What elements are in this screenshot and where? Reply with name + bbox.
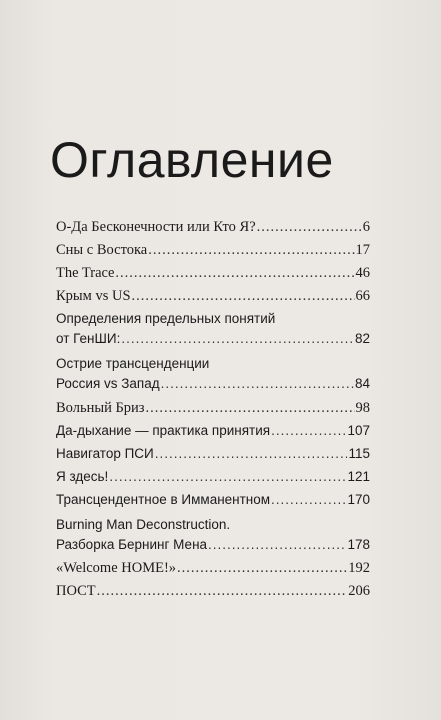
toc-page-number: 84 (354, 376, 370, 391)
toc-entry-title-continued: Россия vs Запад (56, 376, 160, 391)
toc-leader-dots (109, 467, 346, 487)
toc-entry-title: The Trace (56, 265, 115, 281)
toc-page-number: 66 (355, 288, 370, 304)
toc-entry-title: Трансцендентное в Имманентном (56, 492, 271, 507)
toc-entry (56, 354, 370, 394)
toc-leader-dots (161, 374, 354, 394)
toc-entry (56, 398, 370, 418)
toc-entry-title: Burning Man Deconstruction. (56, 517, 231, 532)
toc-page-number: 170 (347, 492, 370, 507)
toc-entry-title: Вольный Бриз (56, 400, 145, 416)
toc-entry (56, 421, 370, 441)
toc-entry-title: «Welcome HOME!» (56, 560, 177, 576)
toc-page-number: 178 (347, 537, 370, 552)
toc-entry-title: Я здесь! (56, 469, 109, 484)
toc-entry (56, 558, 370, 578)
toc-entry-title: Навигатор ПСИ (56, 446, 154, 461)
toc-entry (56, 515, 370, 555)
toc-page-number: 17 (355, 242, 370, 258)
table-of-contents (56, 217, 370, 601)
toc-entry (56, 490, 370, 510)
toc-leader-dots (148, 240, 354, 260)
toc-page-number: 121 (347, 469, 370, 484)
toc-leader-dots (271, 421, 346, 441)
toc-entry-title: Определения предельных понятий (56, 311, 276, 326)
toc-leader-dots (177, 558, 347, 578)
toc-entry (56, 217, 370, 237)
toc-leader-dots (155, 444, 348, 464)
toc-leader-dots (97, 581, 348, 601)
toc-entry (56, 309, 370, 349)
toc-entry-title-continued: Разборка Бернинг Мена (56, 537, 208, 552)
toc-entry (56, 467, 370, 487)
toc-entry-title: Острие трансценденции (56, 356, 210, 371)
toc-entry (56, 444, 370, 464)
toc-page-number: 192 (348, 560, 370, 576)
toc-entry-title-continued: от ГенШИ: (56, 331, 121, 346)
toc-page-number: 115 (348, 446, 370, 461)
toc-page-number: 6 (362, 219, 370, 235)
toc-leader-dots (132, 286, 355, 306)
toc-page-number: 46 (355, 265, 370, 281)
toc-leader-dots (115, 263, 354, 283)
toc-entry (56, 286, 370, 306)
toc-leader-dots (208, 535, 346, 555)
toc-page-number: 82 (354, 331, 370, 346)
toc-page-number: 206 (348, 583, 370, 599)
toc-leader-dots (271, 490, 346, 510)
toc-entry-title: Крым vs US (56, 288, 131, 304)
toc-page-number: 107 (347, 423, 370, 438)
toc-leader-dots (121, 329, 354, 349)
toc-leader-dots (146, 398, 355, 418)
toc-entry-title: Сны с Востока (56, 242, 148, 258)
toc-entry-title: О-Да Бесконечности или Кто Я? (56, 219, 256, 235)
toc-leader-dots (257, 217, 362, 237)
page-title: Оглавление (50, 132, 334, 188)
toc-entry-title: Да-дыхание — практика принятия (56, 423, 271, 438)
toc-entry-title: ПОСТ (56, 583, 96, 599)
toc-page-number: 98 (355, 400, 370, 416)
toc-entry (56, 240, 370, 260)
toc-entry (56, 263, 370, 283)
toc-entry (56, 581, 370, 601)
